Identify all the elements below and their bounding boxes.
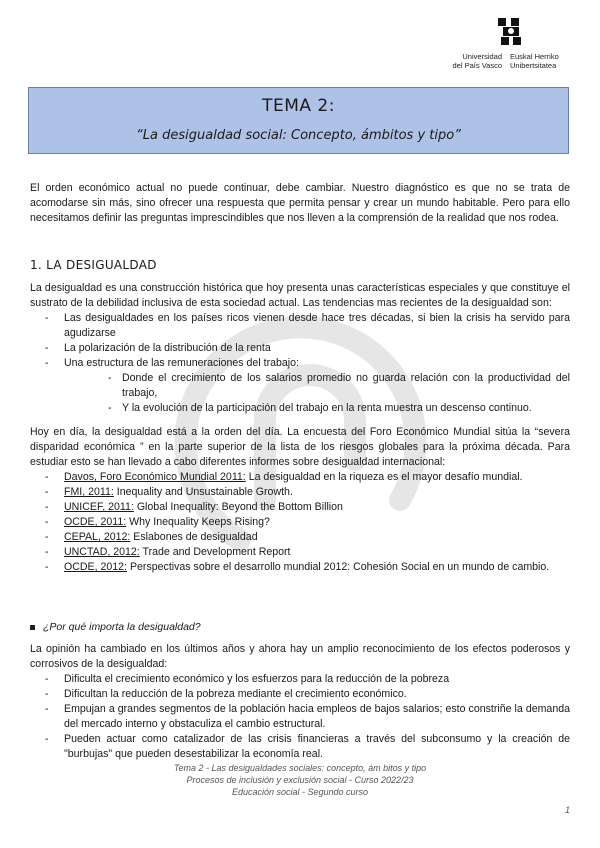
section1-body (30, 281, 570, 416)
intro-paragraph: El orden económico actual no puede continuar, debe cambiar. Nuestro diagnóstico es que no se trata de acomodarse sin más, sino ofrecer una respuesta que permita pensar y crear un mundo habitable. Pero para ello necesitamos definir las preguntas imprescindibles que nos lleven a la comprensión de la realidad que nos rodea. (30, 182, 570, 224)
subsection-heading: ¿Por qué importa la desigualdad? (30, 621, 201, 633)
sub-list-item: - Donde el crecimiento de los salarios promedio no guarda relación con la productividad del trabajo, (64, 371, 570, 401)
section-heading: 1. LA DESIGUALDAD (30, 258, 157, 272)
list-item: - Dificulta el crecimiento económico y los esfuerzos para la reducción de la pobreza (30, 672, 570, 687)
section1-paragraph: La desigualdad es una construcción histórica que hoy presenta unas características especiales y que constituye el sustrato de la debilidad inclusiva de esta sociedad actual. Las tendencias mas recientes de la desigualdad son: (30, 282, 570, 309)
list-item: - Una estructura de las remuneraciones del trabajo: - Donde el crecimiento de los salarios promedio no guarda relación con la productividad del trabajo, - Y la evolución de la participación del trabajo en la renta muestra un descenso continuo. (30, 356, 570, 416)
report-source: UNICEF, 2011: (64, 501, 134, 513)
page-subtitle: “La desigualdad social: Concepto, ámbitos y tipo” (136, 128, 461, 143)
effects-list (30, 672, 570, 762)
university-logo (446, 18, 566, 72)
list-item: - Pueden actuar como catalizador de las crisis financieras a través del subconsumo y la creación de "burbujas" que pueden desestabilizar la economía real. (30, 732, 570, 762)
list-item: - Empujan a grandes segmentos de la población hacia empleos de bajos salarios; esto constriñe la demanda del mercado interno y obstaculiza el cambio estructural. (30, 702, 570, 732)
university-emblem-icon (498, 18, 524, 46)
list-item: - Las desigualdades en los países ricos vienen desde hace tres décadas, si bien la crisis ha servido para agudizarse (30, 311, 570, 341)
list-item: - UNCTAD, 2012: Trade and Development Report (30, 545, 570, 560)
list-item: - Dificultan la reducción de la pobreza mediante el crecimiento económico. (30, 687, 570, 702)
report-source: OCDE, 2012: (64, 561, 128, 573)
square-bullet-icon (30, 625, 35, 630)
trend-list (30, 311, 570, 416)
section1-body-2 (30, 425, 570, 575)
footer-line: Tema 2 - Las desigualdades sociales: concepto, ám bitos y tipo (173, 763, 427, 773)
footer-line: Procesos de inclusión y exclusión social - Curso 2022/23 (186, 775, 414, 785)
subsection-body (30, 642, 570, 762)
list-item: - La polarización de la distribución de la renta (30, 341, 570, 356)
report-source: CEPAL, 2012: (64, 531, 131, 543)
report-source: Davos, Foro Económico Mundial 2011: (64, 471, 246, 483)
page-footer (0, 762, 600, 798)
report-source: UNCTAD, 2012: (64, 546, 140, 558)
sub-list-item: - Y la evolución de la participación del trabajo en la renta muestra un descenso continuo. (64, 401, 570, 416)
list-item: - UNICEF, 2011: Global Inequality: Beyond the Bottom Billion (30, 500, 570, 515)
section1-paragraph-2: Hoy en día, la desigualdad está a la orden del día. La encuesta del Foro Económico Mundial sitúa la “severa disparidad económica ” en la parte superior de la lista de los riesgos globales para la próxima década. Para estudiar esto se han llevado a cabo diferentes informes sobre desigualdad internacional: (30, 426, 570, 468)
title-box (28, 87, 569, 154)
subsection-paragraph: La opinión ha cambiado en los últimos años y ahora hay un amplio reconocimiento de los efectos poderosos y corrosivos de la desigualdad: (30, 643, 570, 670)
sub-list (64, 371, 570, 416)
logo-text-basque: Euskal Herriko Unibertsitatea (510, 52, 559, 70)
report-source: OCDE, 2011: (64, 516, 127, 528)
page-number: 1 (564, 805, 570, 815)
list-item: - CEPAL, 2012: Eslabones de desigualdad (30, 530, 570, 545)
list-item: - OCDE, 2011: Why Inequality Keeps Rising? (30, 515, 570, 530)
list-item: - OCDE, 2012: Perspectivas sobre el desarrollo mundial 2012: Cohesión Social en un mundo de cambio. (30, 560, 570, 575)
page-title: TEMA 2: (262, 96, 335, 116)
reports-list (30, 470, 570, 575)
report-source: FMI, 2011: (64, 486, 114, 498)
logo-text-spanish: Universidad del País Vasco (452, 52, 502, 70)
list-item: - FMI, 2011: Inequality and Unsustainable Growth. (30, 485, 570, 500)
footer-line: Educación social - Segundo curso (231, 787, 369, 797)
list-item: - Davos, Foro Económico Mundial 2011: La desigualdad en la riqueza es el mayor desafío mundial. (30, 470, 570, 485)
